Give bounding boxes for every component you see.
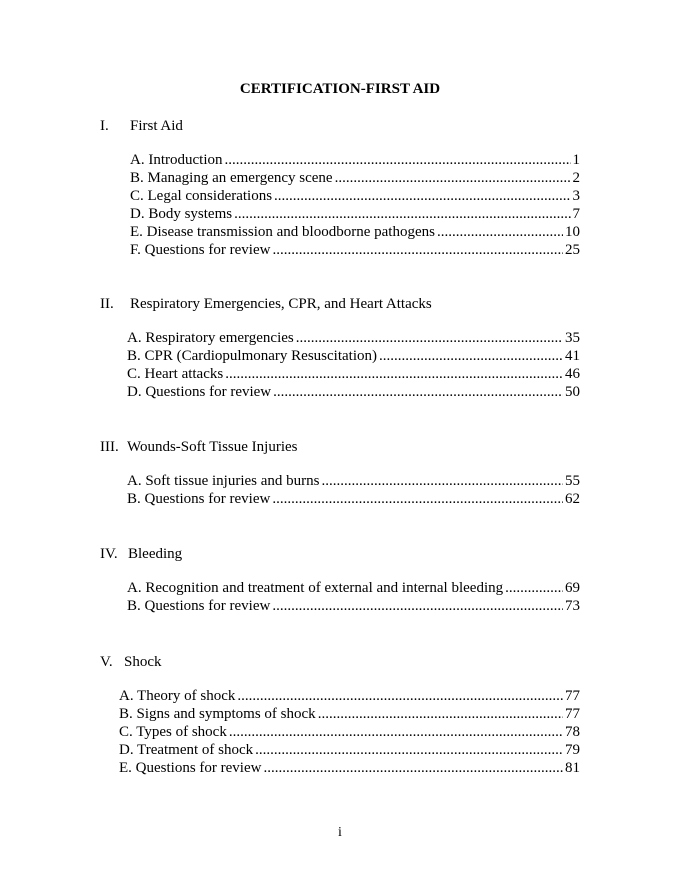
toc-entry[interactable]	[130, 151, 580, 169]
section-number: IV.	[100, 546, 118, 562]
toc-entry-page: 1	[572, 152, 580, 168]
toc-entry-label: E. Questions for review	[119, 760, 262, 776]
dot-leader	[272, 597, 563, 615]
toc-entry-page: 73	[565, 598, 580, 614]
dot-leader	[224, 151, 570, 169]
toc-entry-label: E. Disease transmission and bloodborne pathogens	[130, 224, 435, 240]
toc-entry-label: D. Treatment of shock	[119, 742, 254, 758]
section-number: III.	[100, 439, 119, 455]
section-title: Bleeding	[128, 546, 183, 562]
toc-entry-label: A. Respiratory emergencies	[127, 330, 294, 346]
dot-leader	[272, 241, 563, 259]
toc-entries	[100, 687, 580, 777]
section-title: Wounds-Soft Tissue Injuries	[127, 439, 298, 455]
toc-entry[interactable]	[130, 187, 580, 205]
toc-entry[interactable]	[127, 365, 580, 383]
toc-entry-label: B. Questions for review	[127, 491, 271, 507]
section-title: Respiratory Emergencies, CPR, and Heart Attacks	[130, 296, 432, 312]
dot-leader	[322, 472, 564, 490]
dot-leader	[255, 741, 563, 759]
toc-section-5	[100, 653, 580, 777]
toc-entry[interactable]	[127, 329, 580, 347]
toc-entry-page: 46	[565, 366, 580, 382]
dot-leader	[229, 723, 563, 741]
toc-entry[interactable]	[130, 205, 580, 223]
section-number: V.	[100, 654, 113, 670]
toc-entry-page: 55	[565, 473, 580, 489]
toc-entry-label: B. Signs and symptoms of shock	[119, 706, 316, 722]
section-heading	[100, 545, 580, 563]
section-number: II.	[100, 296, 114, 312]
toc-entry[interactable]	[127, 383, 580, 401]
toc-entry-label: A. Recognition and treatment of external and internal bleeding	[127, 580, 504, 596]
document-title: CERTIFICATION-FIRST AID	[239, 81, 441, 97]
toc-entry[interactable]	[119, 741, 580, 759]
dot-leader	[272, 490, 563, 508]
toc-entry[interactable]	[119, 705, 580, 723]
toc-entry-label: D. Body systems	[130, 206, 233, 222]
toc-entry-label: A. Introduction	[130, 152, 223, 168]
toc-entry-page: 81	[565, 760, 580, 776]
toc-entries	[100, 472, 580, 508]
dot-leader	[234, 205, 570, 223]
toc-entry-label: B. CPR (Cardiopulmonary Resuscitation)	[127, 348, 377, 364]
dot-leader	[437, 223, 563, 241]
section-heading	[100, 117, 580, 135]
section-title: First Aid	[130, 118, 183, 134]
toc-entry-page: 41	[565, 348, 580, 364]
toc-entries	[100, 579, 580, 615]
toc-entry-page: 62	[565, 491, 580, 507]
toc-entry-page: 25	[565, 242, 580, 258]
dot-leader	[335, 169, 571, 187]
dot-leader	[237, 687, 563, 705]
dot-leader	[274, 187, 570, 205]
toc-entry[interactable]	[130, 169, 580, 187]
toc-entry-label: B. Managing an emergency scene	[130, 170, 333, 186]
dot-leader	[225, 365, 563, 383]
toc-entry-page: 69	[565, 580, 580, 596]
toc-entry[interactable]	[127, 597, 580, 615]
toc-section-3	[100, 438, 580, 508]
toc-entry-page: 78	[565, 724, 580, 740]
dot-leader	[296, 329, 563, 347]
toc-entry-page: 79	[565, 742, 580, 758]
toc-entry-page: 2	[572, 170, 580, 186]
toc-entry-label: A. Theory of shock	[119, 688, 236, 704]
toc-entry-label: F. Questions for review	[130, 242, 271, 258]
toc-entry-label: C. Heart attacks	[127, 366, 224, 382]
toc-entry-label: B. Questions for review	[127, 598, 271, 614]
dot-leader	[263, 759, 563, 777]
toc-entry-page: 3	[572, 188, 580, 204]
dot-leader	[379, 347, 563, 365]
toc-entry-label: C. Types of shock	[119, 724, 227, 740]
page-number: i	[338, 825, 342, 840]
section-title: Shock	[124, 654, 162, 670]
section-heading	[100, 438, 580, 456]
toc-section-1	[100, 117, 580, 259]
toc-entry[interactable]	[127, 472, 580, 490]
toc-entry-label: D. Questions for review	[127, 384, 272, 400]
toc-entry[interactable]	[127, 347, 580, 365]
toc-section-2	[100, 295, 580, 401]
toc-entry-page: 35	[565, 330, 580, 346]
toc-entry[interactable]	[130, 241, 580, 259]
toc-entries	[100, 329, 580, 401]
toc-entry-page: 7	[572, 206, 580, 222]
section-heading	[100, 295, 580, 313]
section-heading	[100, 653, 580, 671]
dot-leader	[318, 705, 563, 723]
toc-entry[interactable]	[127, 490, 580, 508]
toc-entry[interactable]	[119, 759, 580, 777]
toc-section-4	[100, 545, 580, 615]
toc-entries	[100, 151, 580, 259]
section-number: I.	[100, 118, 109, 134]
toc-entry-label: A. Soft tissue injuries and burns	[127, 473, 320, 489]
dot-leader	[505, 579, 563, 597]
toc-entry-page: 77	[565, 706, 580, 722]
toc-entry[interactable]	[127, 579, 580, 597]
toc-entry-page: 10	[565, 224, 580, 240]
toc-entry-page: 50	[565, 384, 580, 400]
toc-entry[interactable]	[130, 223, 580, 241]
toc-entry[interactable]	[119, 723, 580, 741]
toc-entry-label: C. Legal considerations	[130, 188, 273, 204]
toc-entry[interactable]	[119, 687, 580, 705]
dot-leader	[273, 383, 563, 401]
toc-entry-page: 77	[565, 688, 580, 704]
